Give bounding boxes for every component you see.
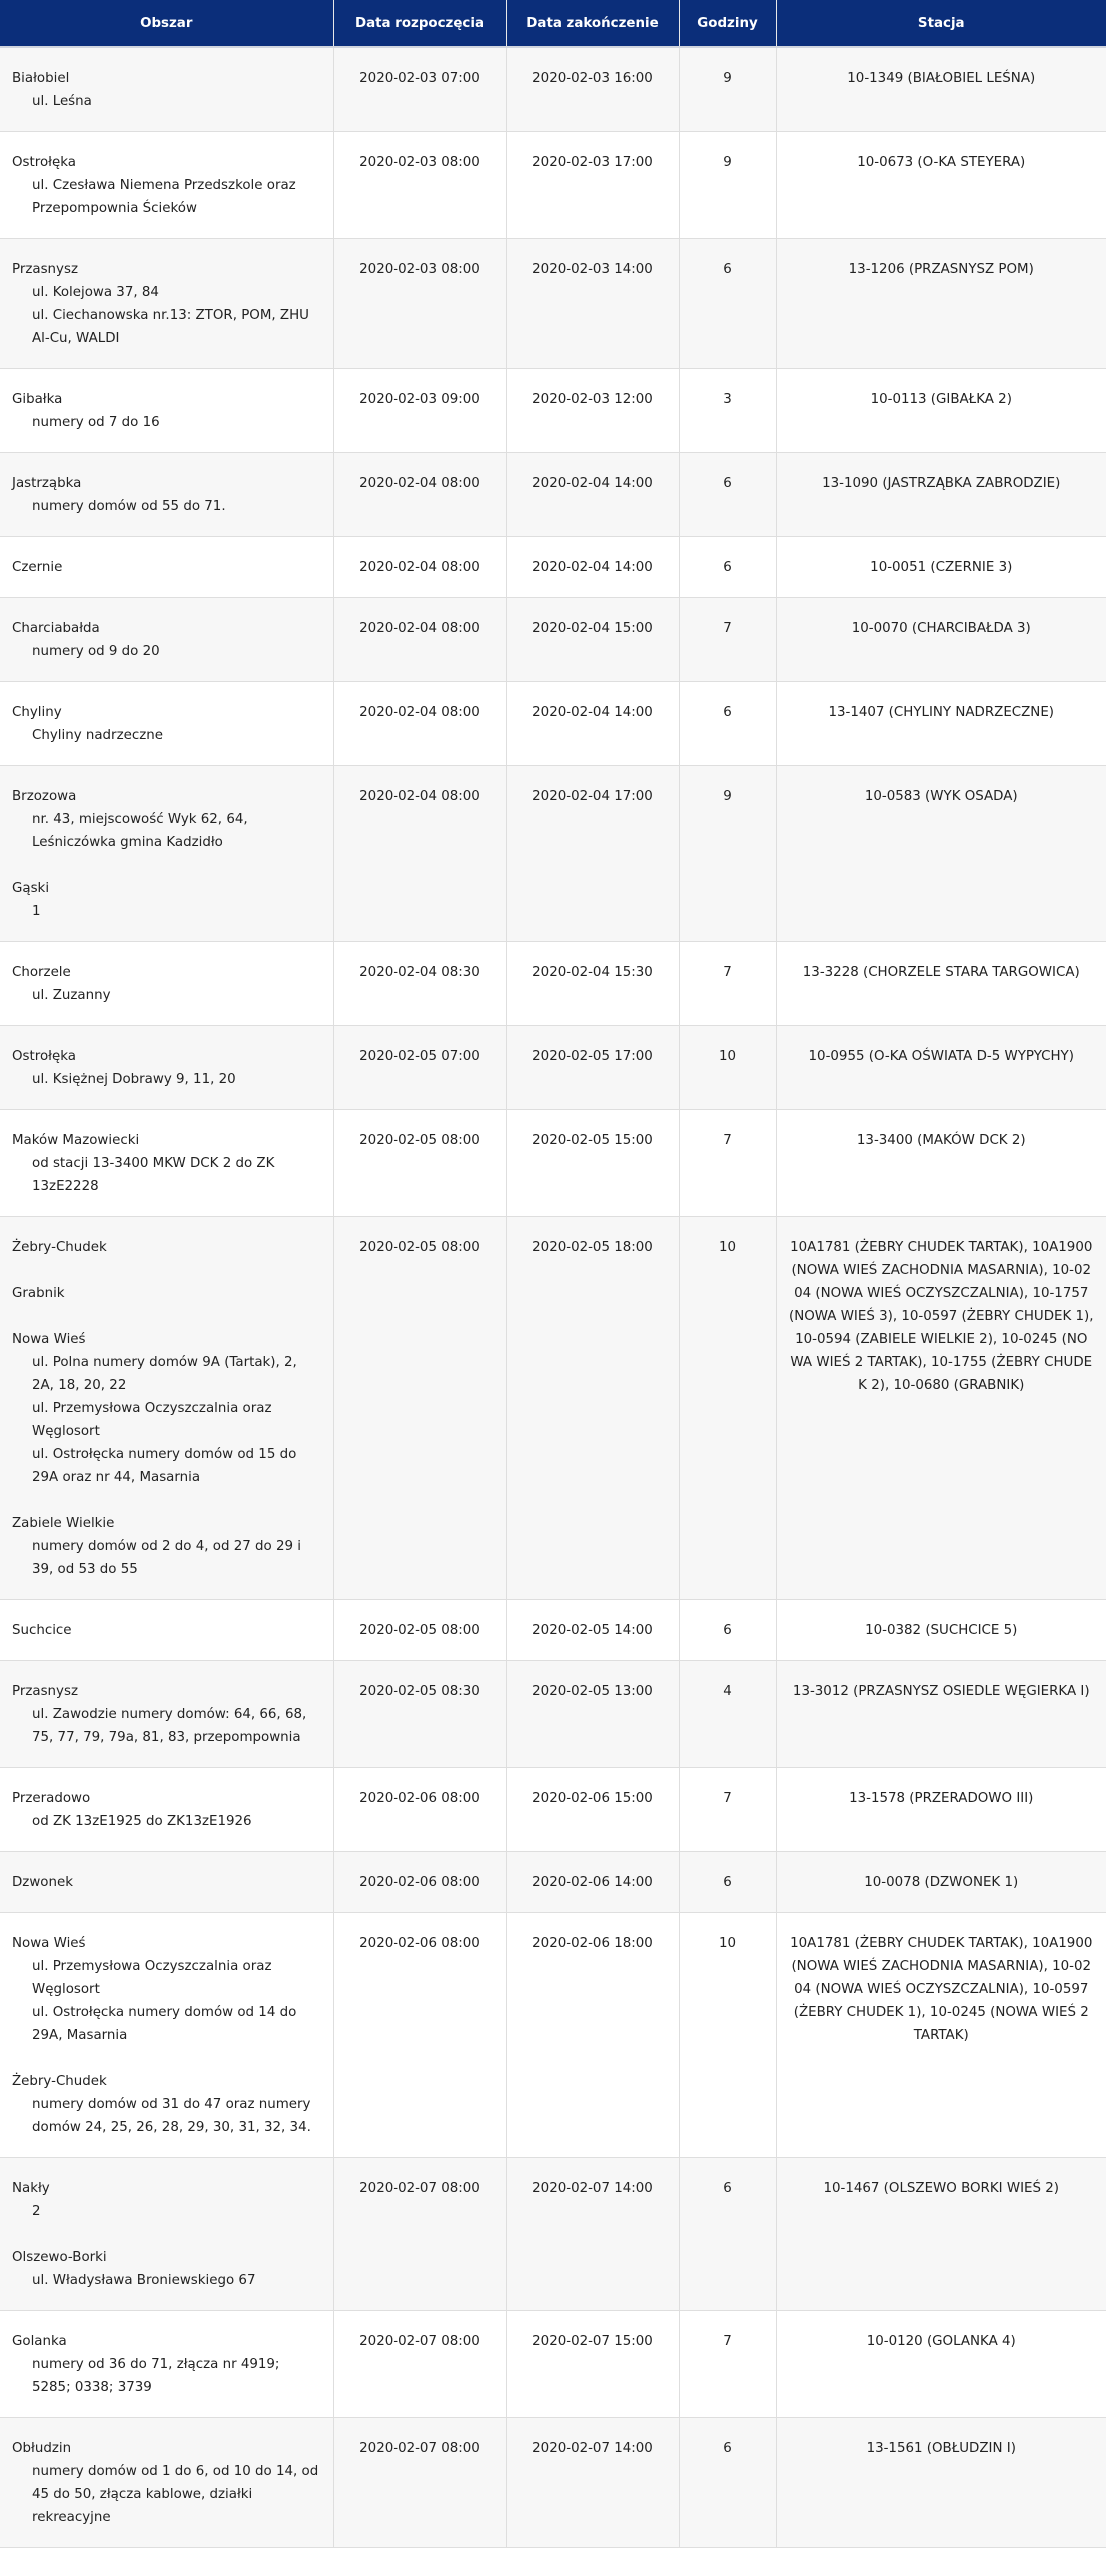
area-name: Żebry-Chudek (12, 2074, 107, 2089)
start-date-cell: 2020-02-06 08:00 (333, 1768, 506, 1852)
hours-cell: 6 (679, 1852, 776, 1913)
table-row (0, 2158, 1106, 2311)
area-cell (0, 942, 333, 1026)
station-cell: 10-0955 (O-KA OŚWIATA D-5 WYPYCHY) (776, 1026, 1106, 1110)
end-date-cell: 2020-02-04 15:00 (506, 598, 679, 682)
area-name: Przasnysz (12, 262, 78, 277)
station-cell: 10-0070 (CHARCIBAŁDA 3) (776, 598, 1106, 682)
start-date-cell: 2020-02-03 08:00 (333, 132, 506, 239)
table-row (0, 598, 1106, 682)
area-cell (0, 1852, 333, 1913)
area-cell (0, 132, 333, 239)
station-cell: 13-1090 (JASTRZĄBKA ZABRODZIE) (776, 453, 1106, 537)
table-header (0, 0, 1106, 47)
area-detail: ul. Czesława Niemena Przedszkole oraz Przepompownia Ścieków (32, 178, 296, 216)
end-date-cell: 2020-02-04 14:00 (506, 537, 679, 598)
area-block (12, 1512, 321, 1581)
start-date-cell: 2020-02-03 07:00 (333, 47, 506, 132)
end-date-cell: 2020-02-04 14:00 (506, 682, 679, 766)
end-date-cell: 2020-02-06 18:00 (506, 1913, 679, 2158)
area-cell (0, 1026, 333, 1110)
area-detail: ul. Zuzanny (32, 988, 111, 1003)
station-cell: 10-1349 (BIAŁOBIEL LEŚNA) (776, 47, 1106, 132)
station-cell: 10-1467 (OLSZEWO BORKI WIEŚ 2) (776, 2158, 1106, 2311)
area-block (12, 2246, 321, 2292)
area-name: Chorzele (12, 965, 71, 980)
start-date-cell: 2020-02-07 08:00 (333, 2418, 506, 2548)
end-date-cell: 2020-02-03 14:00 (506, 239, 679, 369)
start-date-cell: 2020-02-06 08:00 (333, 1913, 506, 2158)
hours-cell: 7 (679, 598, 776, 682)
start-date-cell: 2020-02-05 08:00 (333, 1600, 506, 1661)
area-name: Brzozowa (12, 789, 77, 804)
hours-cell: 7 (679, 2311, 776, 2418)
area-block (12, 617, 321, 663)
area-name: Obłudzin (12, 2441, 72, 2456)
area-cell (0, 1600, 333, 1661)
area-detail: 2 (32, 2204, 41, 2219)
area-name: Czernie (12, 560, 63, 575)
end-date-cell: 2020-02-07 14:00 (506, 2418, 679, 2548)
area-detail: ul. Ciechanowska nr.13: ZTOR, POM, ZHU Al-Cu, WALDI (32, 308, 309, 346)
area-block (12, 556, 321, 579)
area-cell (0, 766, 333, 942)
table-body (0, 47, 1106, 2548)
area-name: Nowa Wieś (12, 1936, 86, 1951)
table-row (0, 1768, 1106, 1852)
area-block (12, 2330, 321, 2399)
hours-cell: 10 (679, 1913, 776, 2158)
area-name: Maków Mazowiecki (12, 1133, 140, 1148)
area-cell (0, 598, 333, 682)
hours-cell: 6 (679, 682, 776, 766)
area-detail: ul. Zawodzie numery domów: 64, 66, 68, 75, 77, 79, 79a, 81, 83, przepompownia (32, 1707, 307, 1745)
station-cell: 10A1781 (ŻEBRY CHUDEK TARTAK), 10A1900 (NOWA WIEŚ ZACHODNIA MASARNIA), 10-0204 (NOWA WIEŚ OCZYSZCZALNIA), 10-0597 (ŻEBRY CHUDEK 1), 10-0245 (NOWA WIEŚ 2 TARTAK) (776, 1913, 1106, 2158)
start-date-cell: 2020-02-06 08:00 (333, 1852, 506, 1913)
area-detail: ul. Przemysłowa Oczyszczalnia oraz Węglosort (32, 1401, 272, 1439)
area-detail: ul. Ostrołęcka numery domów od 14 do 29A, Masarnia (32, 2005, 297, 2043)
area-cell (0, 1768, 333, 1852)
station-cell: 10-0120 (GOLANKA 4) (776, 2311, 1106, 2418)
hours-cell: 3 (679, 369, 776, 453)
hours-cell: 7 (679, 1768, 776, 1852)
table-row (0, 1913, 1106, 2158)
hours-cell: 9 (679, 132, 776, 239)
area-name: Żebry-Chudek (12, 1240, 107, 1255)
area-block (12, 785, 321, 854)
area-detail: ul. Księżnej Dobrawy 9, 11, 20 (32, 1072, 236, 1087)
station-cell: 13-1407 (CHYLINY NADRZECZNE) (776, 682, 1106, 766)
hours-cell: 6 (679, 2158, 776, 2311)
end-date-cell: 2020-02-03 16:00 (506, 47, 679, 132)
area-detail: ul. Kolejowa 37, 84 (32, 285, 159, 300)
hours-cell: 9 (679, 47, 776, 132)
area-name: Suchcice (12, 1623, 72, 1638)
area-block (12, 1129, 321, 1198)
area-cell (0, 682, 333, 766)
table-row (0, 942, 1106, 1026)
hours-cell: 6 (679, 537, 776, 598)
start-date-cell: 2020-02-05 07:00 (333, 1026, 506, 1110)
area-name: Nakły (12, 2181, 50, 2196)
table-row (0, 1110, 1106, 1217)
area-block (12, 2437, 321, 2529)
area-detail: numery domów od 55 do 71. (32, 499, 226, 514)
area-detail: ul. Przemysłowa Oczyszczalnia oraz Węglosort (32, 1959, 272, 1997)
end-date-cell: 2020-02-03 12:00 (506, 369, 679, 453)
area-detail: numery od 7 do 16 (32, 415, 160, 430)
station-cell: 10-0673 (O-KA STEYERA) (776, 132, 1106, 239)
area-block (12, 1328, 321, 1489)
area-detail: ul. Władysława Broniewskiego 67 (32, 2273, 256, 2288)
start-date-cell: 2020-02-04 08:00 (333, 453, 506, 537)
hours-cell: 6 (679, 1600, 776, 1661)
end-date-cell: 2020-02-06 14:00 (506, 1852, 679, 1913)
area-name: Przasnysz (12, 1684, 78, 1699)
area-name: Ostrołęka (12, 1049, 76, 1064)
area-cell (0, 2418, 333, 2548)
area-cell (0, 1217, 333, 1600)
start-date-cell: 2020-02-04 08:00 (333, 766, 506, 942)
area-detail: ul. Leśna (32, 94, 92, 109)
table-row (0, 47, 1106, 132)
area-name: Olszewo-Borki (12, 2250, 107, 2265)
header-end-date[interactable]: Data zakończenie (506, 0, 679, 47)
area-name: Nowa Wieś (12, 1332, 86, 1347)
area-cell (0, 369, 333, 453)
area-cell (0, 2158, 333, 2311)
station-cell: 10-0113 (GIBAŁKA 2) (776, 369, 1106, 453)
area-block (12, 877, 321, 923)
hours-cell: 10 (679, 1026, 776, 1110)
area-detail: numery domów od 31 do 47 oraz numery domów 24, 25, 26, 28, 29, 30, 31, 32, 34. (32, 2097, 311, 2135)
area-detail: nr. 43, miejscowość Wyk 62, 64, Leśniczówka gmina Kadzidło (32, 812, 248, 850)
area-name: Chyliny (12, 705, 62, 720)
hours-cell: 9 (679, 766, 776, 942)
area-name: Gibałka (12, 392, 63, 407)
start-date-cell: 2020-02-07 08:00 (333, 2311, 506, 2418)
area-block (12, 258, 321, 350)
table-row (0, 1600, 1106, 1661)
area-block (12, 1787, 321, 1833)
area-detail: numery od 9 do 20 (32, 644, 160, 659)
table-row (0, 453, 1106, 537)
end-date-cell: 2020-02-07 15:00 (506, 2311, 679, 2418)
start-date-cell: 2020-02-04 08:00 (333, 537, 506, 598)
table-row (0, 1026, 1106, 1110)
area-block (12, 1680, 321, 1749)
area-cell (0, 1661, 333, 1768)
area-cell (0, 2311, 333, 2418)
area-block (12, 1282, 321, 1305)
table-row (0, 1661, 1106, 1768)
table-row (0, 239, 1106, 369)
area-detail: numery domów od 2 do 4, od 27 do 29 i 39, od 53 do 55 (32, 1539, 301, 1577)
station-cell: 13-3400 (MAKÓW DCK 2) (776, 1110, 1106, 1217)
start-date-cell: 2020-02-05 08:00 (333, 1110, 506, 1217)
hours-cell: 6 (679, 239, 776, 369)
hours-cell: 6 (679, 2418, 776, 2548)
table-row (0, 132, 1106, 239)
station-cell: 13-1206 (PRZASNYSZ POM) (776, 239, 1106, 369)
area-block (12, 151, 321, 220)
area-cell (0, 537, 333, 598)
header-station[interactable]: Stacja (776, 0, 1106, 47)
table-row (0, 1217, 1106, 1600)
station-cell: 10A1781 (ŻEBRY CHUDEK TARTAK), 10A1900 (NOWA WIEŚ ZACHODNIA MASARNIA), 10-0204 (NOWA WIEŚ OCZYSZCZALNIA), 10-1757 (NOWA WIEŚ 3), 10-0597 (ŻEBRY CHUDEK 1), 10-0594 (ZABIELE WIELKIE 2), 10-0245 (NOWA WIEŚ 2 TARTAK), 10-1755 (ŻEBRY CHUDEK 2), 10-0680 (GRABNIK) (776, 1217, 1106, 1600)
end-date-cell: 2020-02-07 14:00 (506, 2158, 679, 2311)
table-row (0, 682, 1106, 766)
table-row (0, 2418, 1106, 2548)
end-date-cell: 2020-02-05 17:00 (506, 1026, 679, 1110)
area-name: Dzwonek (12, 1875, 73, 1890)
area-cell (0, 1110, 333, 1217)
area-block (12, 701, 321, 747)
area-name: Jastrząbka (12, 476, 82, 491)
table-row (0, 369, 1106, 453)
area-block (12, 388, 321, 434)
station-cell: 13-1578 (PRZERADOWO III) (776, 1768, 1106, 1852)
station-cell: 13-3012 (PRZASNYSZ OSIEDLE WĘGIERKA I) (776, 1661, 1106, 1768)
area-name: Gąski (12, 881, 50, 896)
area-detail: 1 (32, 904, 41, 919)
start-date-cell: 2020-02-03 09:00 (333, 369, 506, 453)
hours-cell: 7 (679, 942, 776, 1026)
end-date-cell: 2020-02-06 15:00 (506, 1768, 679, 1852)
area-block (12, 2070, 321, 2139)
station-cell: 10-0051 (CZERNIE 3) (776, 537, 1106, 598)
station-cell: 13-1561 (OBŁUDZIN I) (776, 2418, 1106, 2548)
area-block (12, 1871, 321, 1894)
area-detail: numery domów od 1 do 6, od 10 do 14, od 45 do 50, złącza kablowe, działki rekreacyjne (32, 2464, 319, 2525)
area-detail: ul. Polna numery domów 9A (Tartak), 2, 2A, 18, 20, 22 (32, 1355, 297, 1393)
end-date-cell: 2020-02-04 15:30 (506, 942, 679, 1026)
hours-cell: 4 (679, 1661, 776, 1768)
end-date-cell: 2020-02-05 13:00 (506, 1661, 679, 1768)
station-cell: 13-3228 (CHORZELE STARA TARGOWICA) (776, 942, 1106, 1026)
hours-cell: 7 (679, 1110, 776, 1217)
start-date-cell: 2020-02-03 08:00 (333, 239, 506, 369)
hours-cell: 6 (679, 453, 776, 537)
end-date-cell: 2020-02-04 14:00 (506, 453, 679, 537)
area-name: Zabiele Wielkie (12, 1516, 115, 1531)
header-area[interactable]: Obszar (0, 0, 333, 47)
table-row (0, 537, 1106, 598)
area-block (12, 1045, 321, 1091)
station-cell: 10-0382 (SUCHCICE 5) (776, 1600, 1106, 1661)
table-row (0, 2311, 1106, 2418)
area-detail: ul. Ostrołęcka numery domów od 15 do 29A oraz nr 44, Masarnia (32, 1447, 297, 1485)
area-name: Przeradowo (12, 1791, 91, 1806)
start-date-cell: 2020-02-04 08:00 (333, 598, 506, 682)
end-date-cell: 2020-02-03 17:00 (506, 132, 679, 239)
area-block (12, 2177, 321, 2223)
area-detail: od stacji 13-3400 MKW DCK 2 do ZK 13zE2228 (32, 1156, 275, 1194)
start-date-cell: 2020-02-04 08:30 (333, 942, 506, 1026)
header-start-date[interactable]: Data rozpoczęcia (333, 0, 506, 47)
header-row (0, 0, 1106, 47)
area-detail: od ZK 13zE1925 do ZK13zE1926 (32, 1814, 252, 1829)
area-block (12, 1619, 321, 1642)
area-block (12, 1932, 321, 2047)
table-row (0, 1852, 1106, 1913)
station-cell: 10-0078 (DZWONEK 1) (776, 1852, 1106, 1913)
area-block (12, 67, 321, 113)
end-date-cell: 2020-02-04 17:00 (506, 766, 679, 942)
area-name: Charciabałda (12, 621, 100, 636)
table-row (0, 766, 1106, 942)
area-name: Ostrołęka (12, 155, 76, 170)
station-cell: 10-0583 (WYK OSADA) (776, 766, 1106, 942)
start-date-cell: 2020-02-05 08:30 (333, 1661, 506, 1768)
end-date-cell: 2020-02-05 14:00 (506, 1600, 679, 1661)
area-block (12, 1236, 321, 1259)
area-block (12, 961, 321, 1007)
area-cell (0, 47, 333, 132)
area-block (12, 472, 321, 518)
start-date-cell: 2020-02-05 08:00 (333, 1217, 506, 1600)
area-name: Golanka (12, 2334, 67, 2349)
area-detail: numery od 36 do 71, złącza nr 4919; 5285; 0338; 3739 (32, 2357, 280, 2395)
area-cell (0, 453, 333, 537)
end-date-cell: 2020-02-05 15:00 (506, 1110, 679, 1217)
start-date-cell: 2020-02-07 08:00 (333, 2158, 506, 2311)
area-cell (0, 239, 333, 369)
area-cell (0, 1913, 333, 2158)
header-hours[interactable]: Godziny (679, 0, 776, 47)
area-detail: Chyliny nadrzeczne (32, 728, 163, 743)
end-date-cell: 2020-02-05 18:00 (506, 1217, 679, 1600)
hours-cell: 10 (679, 1217, 776, 1600)
start-date-cell: 2020-02-04 08:00 (333, 682, 506, 766)
area-name: Grabnik (12, 1286, 65, 1301)
area-name: Białobiel (12, 71, 70, 86)
